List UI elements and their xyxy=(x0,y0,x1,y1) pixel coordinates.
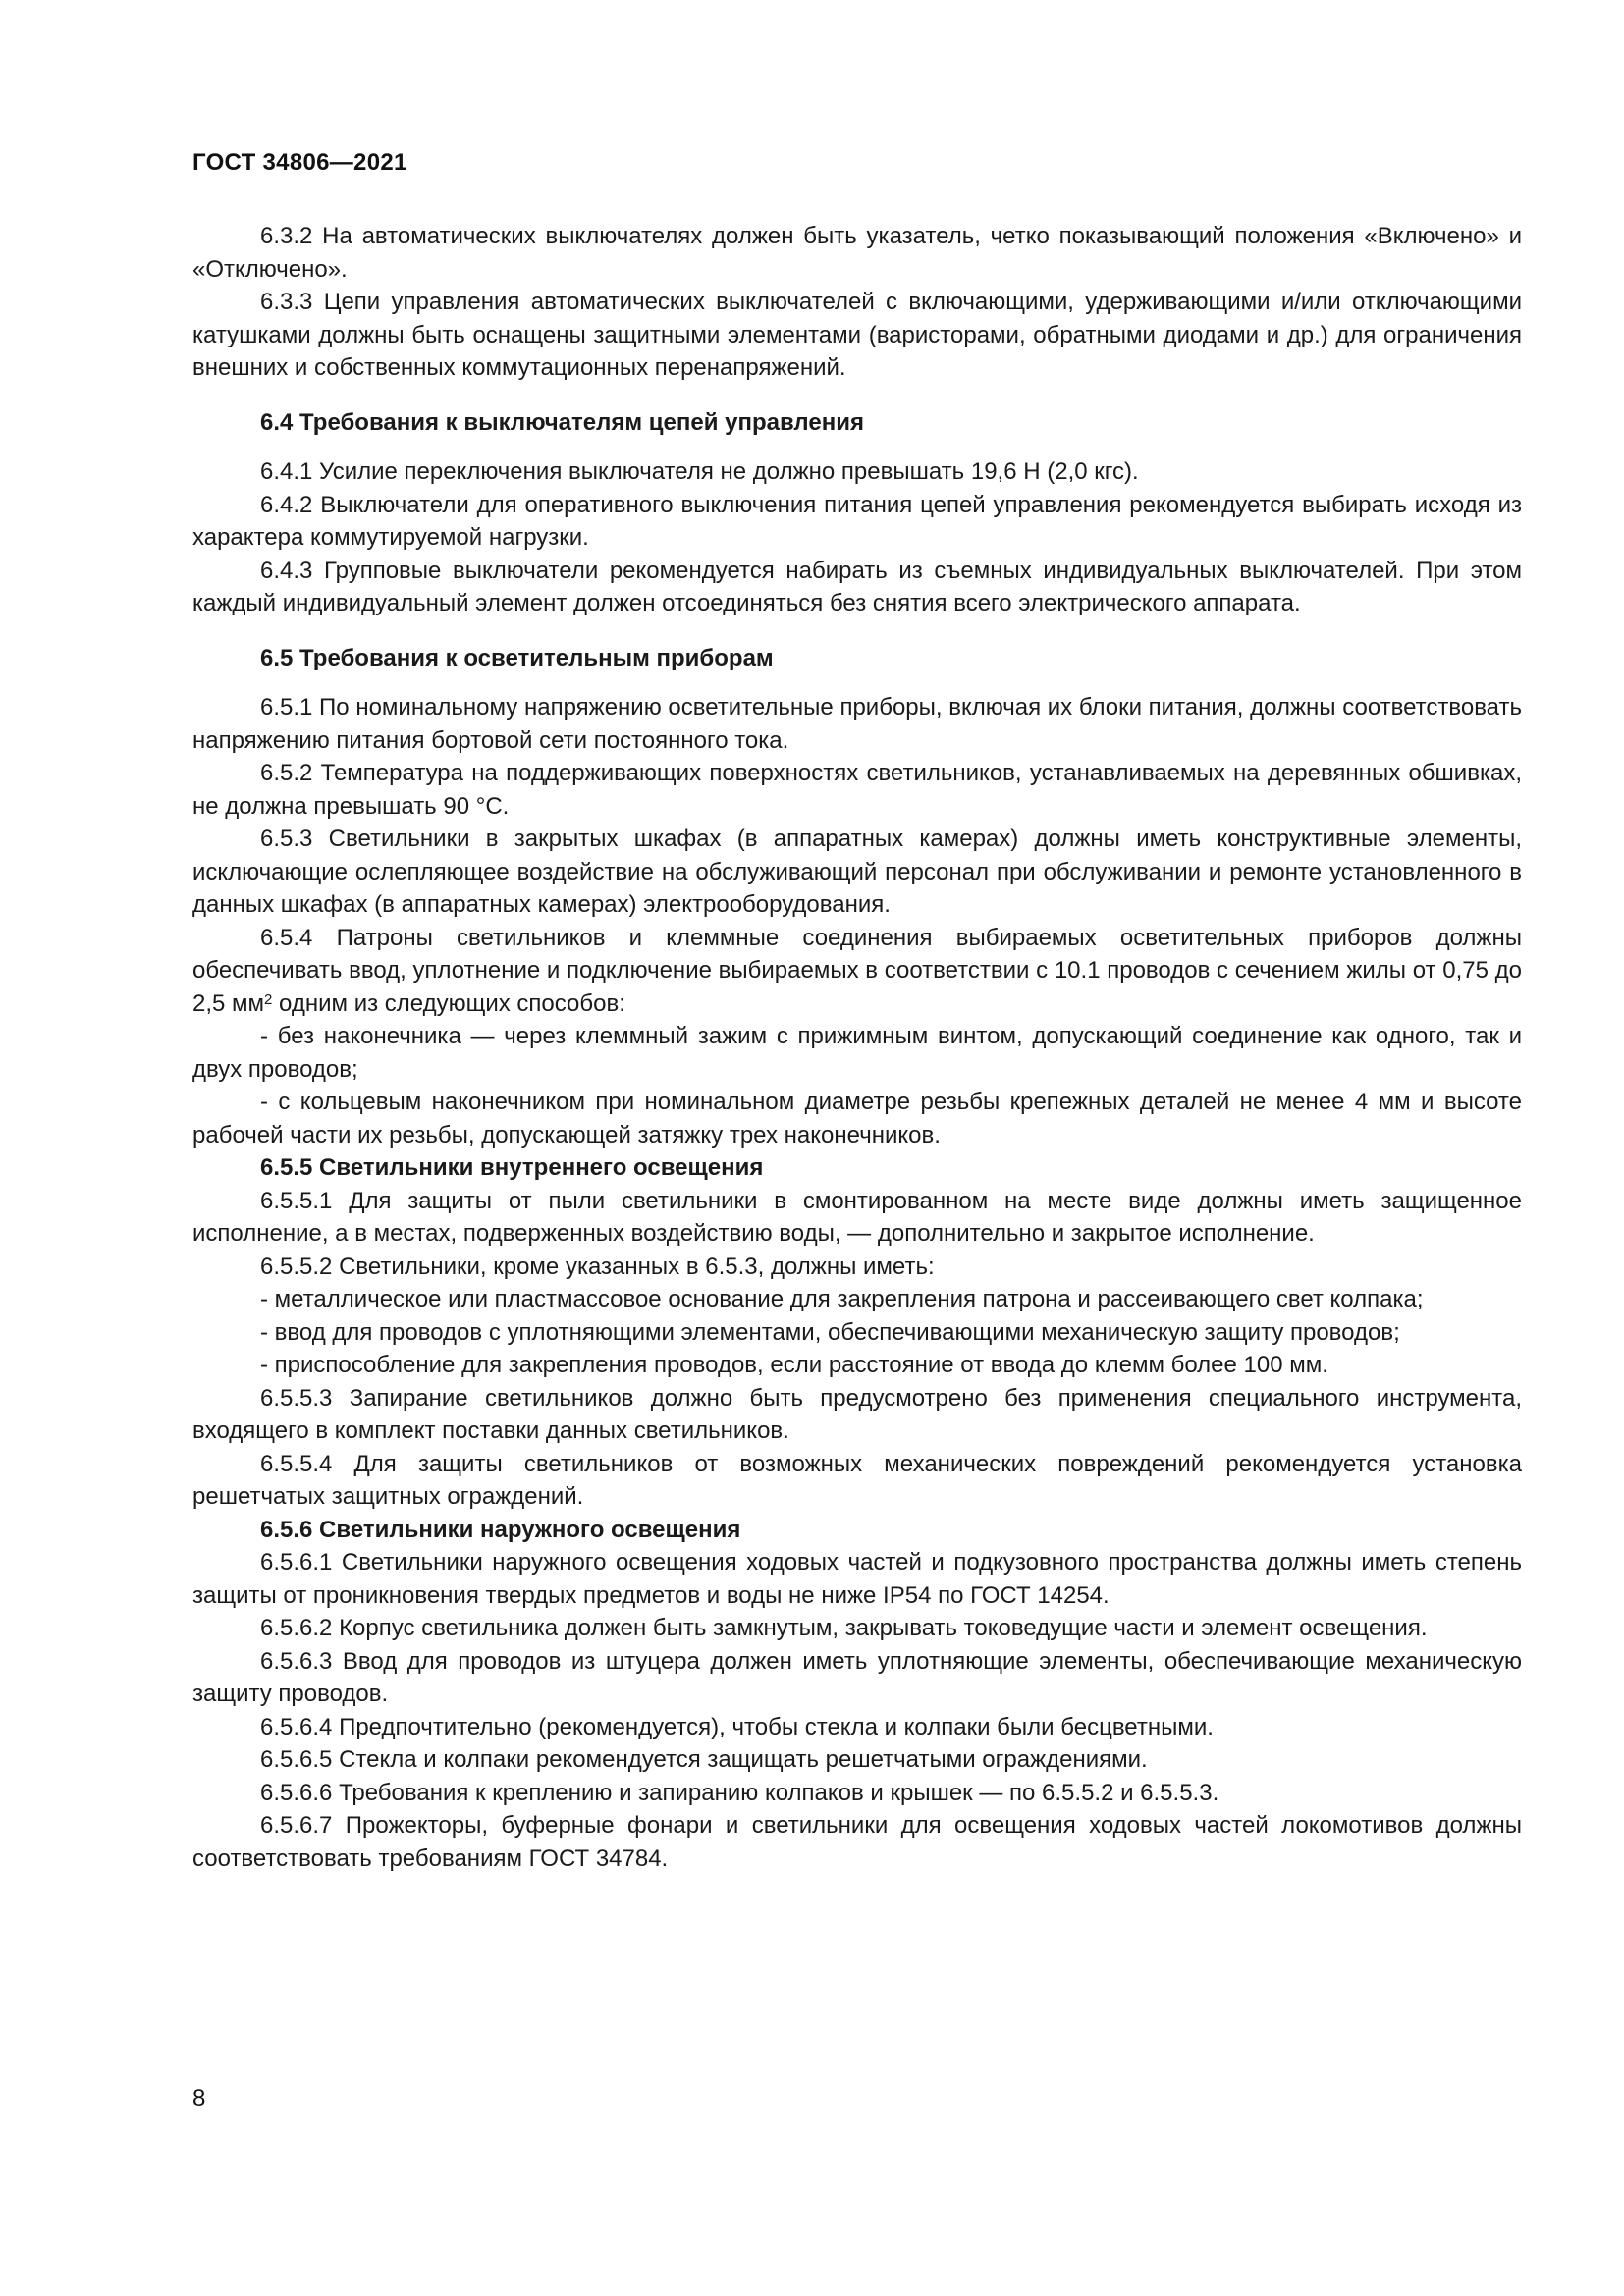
clause-6-5-6-4: 6.5.6.4 Предпочтительно (рекомендуется), чтобы стекла и колпаки были бесцветными. xyxy=(260,1713,1214,1740)
clause-6-4-1: 6.4.1 Усилие переключения выключателя не должно превышать 19,6 Н (2,0 кгс). xyxy=(260,458,1139,485)
subsection-heading-6-5-6: 6.5.6 Светильники наружного освещения xyxy=(260,1516,741,1543)
clause-6-5-4 xyxy=(192,922,1522,1021)
clause-6-5-5-2-item-1: - металлическое или пластмассовое основание для закрепления патрона и рассеивающего свет колпака; xyxy=(260,1286,1424,1312)
clause-6-5-4-text: 6.5.4 Патроны светильников и клеммные соединения выбираемых осветительных приборов должны обеспечивать ввод, уплотнение и подключение выбираемых в соответствии с 10.1 проводов с сечением жилы от 0,75 до 2,5 мм xyxy=(192,924,1522,1017)
section-heading-6-4: 6.4 Требования к выключателям цепей управления xyxy=(260,408,864,436)
clause-6-3-3: 6.3.3 Цепи управления автоматических выключателей с включающими, удерживающими и/или отключающими катушками должны быть оснащены защитными элементами (варисторами, обратными диодами и др.) для ограничения внешних и собственных коммутационных перенапряжений. xyxy=(192,289,1522,381)
clause-6-5-6-7: 6.5.6.7 Прожекторы, буферные фонари и светильники для освещения ходовых частей локомотивов должны соответствовать требованиям ГОСТ 34784. xyxy=(192,1812,1522,1872)
clause-6-4-2: 6.4.2 Выключатели для оперативного выключения питания цепей управления рекомендуется выбирать исходя из характера коммутируемой нагрузки. xyxy=(192,491,1522,551)
document-header: ГОСТ 34806—2021 xyxy=(192,149,407,176)
clause-6-3-2: 6.3.2 На автоматических выключателях должен быть указатель, четко показывающий положения «Включено» и «Отключено». xyxy=(192,223,1522,283)
page-number: 8 xyxy=(192,2085,206,2111)
clause-6-5-5-3: 6.5.5.3 Запирание светильников должно быть предусмотрено без применения специального инструмента, входящего в комплект поставки данных светильников. xyxy=(192,1384,1522,1444)
clause-6-5-6-5: 6.5.6.5 Стекла и колпаки рекомендуется защищать решетчатыми ограждениями. xyxy=(260,1746,1148,1773)
section-heading-6-5: 6.5 Требования к осветительным приборам xyxy=(260,644,774,671)
clause-6-5-4-item-2: - с кольцевым наконечником при номинальном диаметре резьбы крепежных деталей не менее 4 мм и высоте рабочей части их резьбы, допускающей затяжку трех наконечников. xyxy=(192,1089,1522,1148)
clause-6-5-5-4: 6.5.5.4 Для защиты светильников от возможных механических повреждений рекомендуется установка решетчатых защитных ограждений. xyxy=(192,1450,1522,1510)
clause-6-5-6-1: 6.5.6.1 Светильники наружного освещения ходовых частей и подкузовного пространства должны иметь степень защиты от проникновения твердых предметов и воды не ниже IP54 по ГОСТ 14254. xyxy=(192,1549,1522,1609)
clause-6-5-6-2: 6.5.6.2 Корпус светильника должен быть замкнутым, закрывать токоведущие части и элемент освещения. xyxy=(260,1615,1428,1641)
clause-6-5-6-3: 6.5.6.3 Ввод для проводов из штуцера должен иметь уплотняющие элементы, обеспечивающие механическую защиту проводов. xyxy=(192,1647,1522,1707)
clause-6-5-5-2-item-2: - ввод для проводов с уплотняющими элементами, обеспечивающими механическую защиту проводов; xyxy=(260,1318,1400,1346)
clause-6-5-4-text-end: одним из следующих способов: xyxy=(272,989,625,1017)
clause-6-5-6-6: 6.5.6.6 Требования к креплению и запиранию колпаков и крышек — по 6.5.5.2 и 6.5.5.3. xyxy=(260,1779,1219,1806)
clause-6-5-5-2-item-3: - приспособление для закрепления проводов, если расстояние от ввода до клемм более 100 мм. xyxy=(260,1352,1328,1378)
clause-6-5-1: 6.5.1 По номинальному напряжению осветительные приборы, включая их блоки питания, должны соответствовать напряжению питания бортовой сети постоянного тока. xyxy=(192,694,1522,754)
clause-6-5-4-item-1: - без наконечника — через клеммный зажим с прижимным винтом, допускающий соединение как одного, так и двух проводов; xyxy=(192,1023,1522,1083)
clause-6-5-5-2: 6.5.5.2 Светильники, кроме указанных в 6.5.3, должны иметь: xyxy=(260,1253,935,1280)
document-body xyxy=(192,220,1522,1875)
clause-6-5-3: 6.5.3 Светильники в закрытых шкафах (в аппаратных камерах) должны иметь конструктивные элементы, исключающие ослепляющее воздействие на обслуживающий персонал при обслуживании и ремонте установленного в данных шкафах (в аппаратных камерах) электрооборудования. xyxy=(192,826,1522,918)
clause-6-5-2: 6.5.2 Температура на поддерживающих поверхностях светильников, устанавливаемых на деревянных обшивках, не должна превышать 90 °С. xyxy=(192,760,1522,820)
clause-6-5-5-1: 6.5.5.1 Для защиты от пыли светильники в смонтированном на месте виде должны иметь защищенное исполнение, а в местах, подверженных воздействию воды, — дополнительно и закрытое исполнение. xyxy=(192,1187,1522,1247)
subsection-heading-6-5-5: 6.5.5 Светильники внутреннего освещения xyxy=(260,1154,764,1181)
superscript: 2 xyxy=(264,990,273,1008)
clause-6-4-3: 6.4.3 Групповые выключатели рекомендуется набирать из съемных индивидуальных выключателей. При этом каждый индивидуальный элемент должен отсоединяться без снятия всего электрического аппарата. xyxy=(192,557,1522,616)
